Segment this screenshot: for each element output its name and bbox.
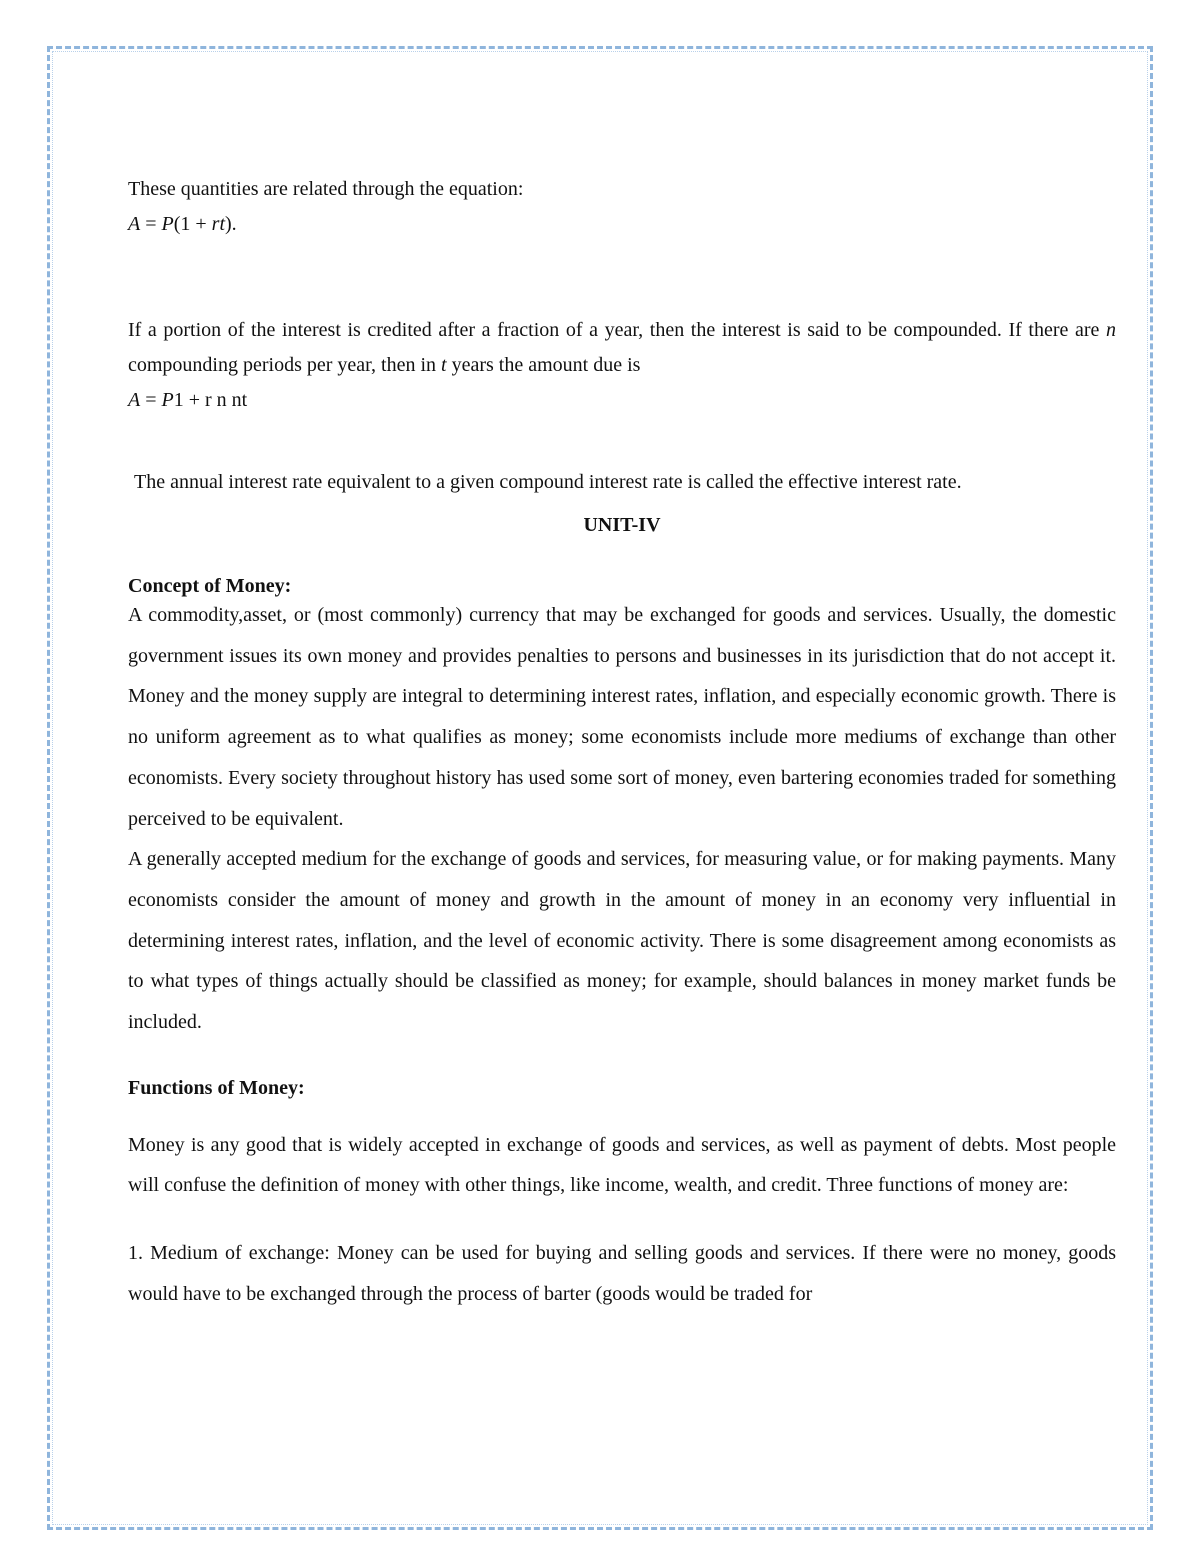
intro-line: These quantities are related through the equation: <box>128 178 524 200</box>
compound-eq-var-p: P <box>161 389 174 411</box>
compound-eq-rest: 1 + r n nt <box>173 389 248 411</box>
compound-var-t: t <box>441 354 447 376</box>
equation-compound-interest <box>128 383 1116 418</box>
document-body <box>128 172 1116 1315</box>
compound-text-1: If a portion of the interest is credited after a fraction of a year, then the interest is said to be compounded. If there are <box>128 319 1106 341</box>
equation-var-p: P <box>161 213 174 235</box>
unit-title: UNIT-IV <box>583 514 661 536</box>
compound-text-2: compounding periods per year, then in <box>128 354 442 376</box>
compound-eq-var-a: A <box>128 389 141 411</box>
compound-eq-equals: = <box>140 389 162 411</box>
concept-paragraph-2: A generally accepted medium for the exchange of goods and services, for measuring value, or for making payments. Many economists consider the amount of money and growth in the amount of money in an economy very influential in determining interest rates, inflation, and the level of economic activity. There is some disagreement among economists as to what types of things actually should be classified as money; for example, should balances in money market funds be included. <box>128 848 1116 1034</box>
effective-rate-sentence: The annual interest rate equivalent to a given compound interest rate is called the effective interest rate. <box>134 471 962 493</box>
concept-heading: Concept of Money: <box>128 575 292 597</box>
equation-var-a: A <box>128 213 141 235</box>
equation-open: (1 + <box>173 213 212 235</box>
compound-text-3: years the amount due is <box>446 354 641 376</box>
equation-close: ). <box>225 213 237 235</box>
functions-paragraph-1: Money is any good that is widely accepted in exchange of goods and services, as well as payment of debts. Most people will confuse the definition of money with other things, like income, wealth, and credit. Three functions of money are: <box>128 1133 1116 1197</box>
concept-paragraph-1: A commodity,asset, or (most commonly) currency that may be exchanged for goods and services. Usually, the domestic government issues its own money and provides penalties to persons and businesses in its jurisdiction that do not accept it. Money and the money supply are integral to determining interest rates, inflation, and especially economic growth. There is no uniform agreement as to what qualifies as money; some economists include more mediums of exchange than other economists. Every society throughout history has used some sort of money, even bartering economies traded for something perceived to be equivalent. <box>128 604 1116 830</box>
functions-heading: Functions of Money: <box>128 1076 305 1099</box>
compound-paragraph <box>128 313 1116 383</box>
equation-var-rt: rt <box>211 213 226 235</box>
equation-simple-interest <box>128 207 1116 242</box>
compound-var-n: n <box>1106 319 1116 341</box>
equation-equals: = <box>140 213 162 235</box>
functions-paragraph-2: 1. Medium of exchange: Money can be used for buying and selling goods and services. If there were no money, goods would have to be exchanged through the process of barter (goods would be traded for <box>128 1242 1116 1305</box>
